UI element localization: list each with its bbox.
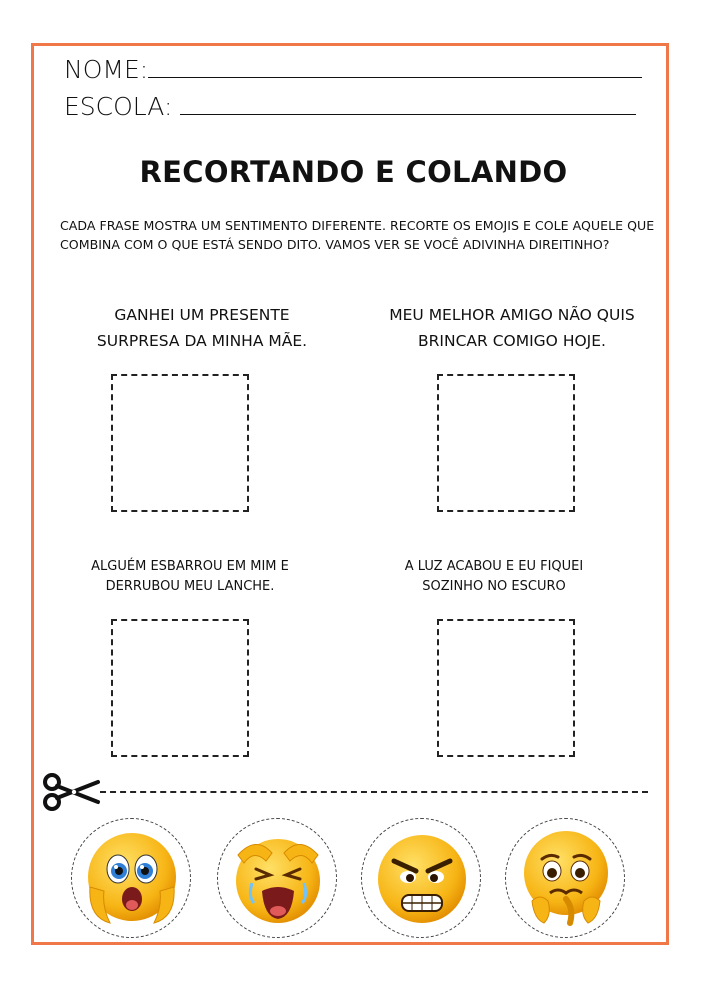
- school-field[interactable]: [64, 92, 636, 121]
- emoji-cutout-1[interactable]: [71, 818, 191, 938]
- cut-line: [100, 791, 648, 793]
- page-title: RECORTANDO E COLANDO: [139, 155, 568, 189]
- name-field[interactable]: [64, 55, 642, 84]
- phrase-3: [60, 557, 320, 597]
- school-line[interactable]: [180, 113, 636, 115]
- phrase-1-line-2: SURPRESA DA MINHA MÃE.: [96, 332, 308, 350]
- instructions-text: CADA FRASE MOSTRA UM SENTIMENTO DIFERENTE. RECORTE OS EMOJIS E COLE AQUELE QUE COMBINA COM O QUE ESTÁ SENDO DITO. VAMOS VER SE VOCÊ ADIVINHA DIREITINHO?: [60, 218, 655, 252]
- name-line[interactable]: [148, 76, 642, 78]
- paste-box-4[interactable]: [437, 619, 575, 757]
- phrase-4-line-1: A LUZ ACABOU E EU FIQUEI: [404, 559, 584, 574]
- name-label: NOME:: [64, 55, 149, 84]
- phrase-3-line-1: ALGUÉM ESBARROU EM MIM E: [91, 559, 289, 574]
- emoji-cutout-3[interactable]: [361, 818, 481, 938]
- phrase-2-line-2: BRINCAR COMIGO HOJE.: [418, 332, 606, 350]
- angry-emoji-icon: [370, 827, 474, 931]
- scissors-icon: [40, 772, 102, 812]
- emoji-cutout-2[interactable]: [217, 818, 337, 938]
- crying-emoji-icon: [226, 827, 330, 931]
- school-label: ESCOLA:: [64, 92, 181, 121]
- phrase-4-line-2: SOZINHO NO ESCURO: [422, 579, 566, 594]
- phrase-2: [372, 302, 652, 354]
- phrase-2-line-1: MEU MELHOR AMIGO NÃO QUIS: [389, 306, 635, 324]
- paste-box-2[interactable]: [437, 374, 575, 512]
- phrase-1-line-1: GANHEI UM PRESENTE: [114, 306, 290, 324]
- phrase-3-line-2: DERRUBOU MEU LANCHE.: [105, 579, 275, 594]
- surprised-emoji-icon: [80, 827, 184, 931]
- phrase-1: [72, 302, 332, 354]
- paste-box-1[interactable]: [111, 374, 249, 512]
- emoji-cutout-4[interactable]: [505, 818, 625, 938]
- phrase-4: [364, 557, 624, 597]
- paste-box-3[interactable]: [111, 619, 249, 757]
- scared-emoji-icon: [514, 827, 618, 931]
